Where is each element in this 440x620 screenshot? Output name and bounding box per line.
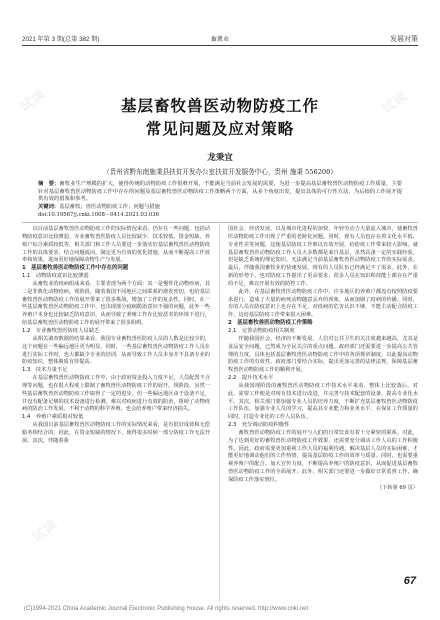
body-paragraph: 畜牧兽医动物防疫工作的展开与人们的日常饮食有着十分紧密的联系。对此，为了达到更好的畜牧兽医动物防疫工作效果，还需要充分调动工作人员的工作积极性。因此，政府需要更加重视工作人员的福利待遇，解决基层人员的实际困难，才能更好地调动他们的工作热情，提高基层防疫工作的效率与质量。同时，也需要重视养殖户的配合，加大宣传力度，不断提高养殖户的防疫意识，从而促进基层畜牧兽医动物防疫工作的全面展开。此外，相关部门还要进一步做好日常监督工作，确保防疫工作落实到位。	[228, 429, 418, 483]
body-paragraph: 以目前基层畜牧兽医动物防疫工作的实际情况来看，仍存在一些问题，包括动物防疫意识比较薄弱、专业畜牧兽医防疫人员比较缺少、技术较低、资金短缺、养殖户综合素质较低等，相关部门和工作人员要进一步落实好基层畜牧兽医动物防疫工作的具体要求，结合问题成因，制定更为有效的优化措施，从而不断提高工作效率和效果，进而更好地保障动物生产与发展。	[22, 226, 210, 264]
body-paragraph: 国社会、经济发展，以及城市化进程的加快，年轻劳动力大量流入城市，使畜牧兽医动物防疫工作出现了严重的老龄化问题。同时，现有人员也存在着文化水平低、专业性差等问题，这使基层防疫工作难以有效开展，给防疫工作带来较大影响。就基层畜牧兽医动物防疫工作人员大多数都是来自基层，虽然具备一定的实践经验，但是缺乏系统的理论知识，无法满足当前基层畜牧兽医动物防疫工作的实际需求。最后，伴随我国畜牧业的快速发展，现有的人员队伍已经满足不了需求。此外，在新的形势下，也对防疫工作提出了更高要求，很多人员在知识和技能上都存在严重的不足，难以开展有效的防控工作。	[228, 226, 418, 287]
article-title-line-1: 基层畜牧兽医动物防疫工作	[120, 97, 319, 115]
column-separator	[219, 222, 220, 602]
keywords-line	[38, 204, 402, 212]
abstract-block	[38, 181, 402, 204]
watermark: 试读	[17, 86, 49, 116]
keywords-label: 关键词：	[38, 204, 60, 210]
body-paragraph: 从畜牧业的疫病组成来看，主要表现为两个方面：其一是慢性化动物疾病，其二是非典化动物疫病。现阶段，随着我国不同地区之间联系的愈发密切，也给基层畜牧兽医动物防疫工作的展开带来了很多挑战，增加了工作的复杂性。同时，在一些基层畜牧兽医动物防疫工作中，也出现部分疫病防治意识不强的问题，此外一些养殖户本身也比较缺乏防疫意识，从而导致了养殖工作在比较恶劣的环境下进行，给基层畜牧兽医动物防疫工作的展开带来了很多阻碍。	[22, 280, 210, 327]
author-affiliation: （贵州省黔东南施秉县扶贫开发办公室扶贫开发服务中心，贵州 施秉 556200）	[103, 168, 337, 176]
keywords-text: 基层畜牧；兽医动物防疫工作；问题与措施	[59, 204, 160, 210]
watermark: 试读	[299, 426, 331, 456]
watermark: 试读	[29, 516, 61, 546]
body-left-column	[22, 226, 210, 446]
subsection-heading: 2.1 完善动物防疫相关制度	[228, 327, 295, 334]
body-paragraph: 伴随我国社会、经济的不断发展，人们对公共卫生的关注度越来越高，尤其是食品安全问题，已然成为全民关注的重点问题。政府部门还需要进一步提高公共管理的力度，具体包括基层畜牧兽医动物防疫工作中的各项规章制度，以此提高动物防疫工作的有效性。政府部门要结合实际，提出更加完善的法律法规，保障基层畜牧兽医动物防疫工作的顺利开展。	[228, 335, 418, 374]
subsection-heading: 1.3 技术力量不足	[22, 367, 68, 374]
subsection-heading: 1.1 动物防疫意识比较薄弱	[22, 273, 89, 280]
watermark: 试读	[119, 296, 151, 326]
body-paragraph: 从我国现阶段的畜牧兽医动物防疫工作技术水平来看，整体上比较落后。对此，需要工作便是对现有技术进行改进，并完善与技术配套的设备，提高专业化水平。其次，相关部门要加强专业人员的培养力度，不断扩充基层畜牧兽医动物防疫工作队伍，加强专业人员的学习，提高其专业能力和业务水平，在保证工作质量的同时，打造专业化的工作人员队伍。	[228, 382, 418, 421]
section-heading: 2 基层畜牧兽医动物防疫工作策略	[228, 320, 313, 327]
watermark: 试读	[379, 88, 411, 118]
body-right-column	[228, 226, 418, 493]
subsection-heading: 2.2 提升技术水平	[228, 375, 274, 382]
body-paragraph: 此外，在基层畜牧兽医动物防疫工作中，许多地区的养殖户都没有按照防疫要求进行，造成了大量的病死动物随意丢弃的现象，从而加剧了疫病的传播。同时，有的人员在防疫意识上也存在不足，对疫病的危害认识不够，不能主动配合防疫工作，这给基层防疫工作带来很大困难。	[228, 288, 418, 319]
subsection-heading: 1.4 养殖户素质相对较低	[22, 414, 84, 421]
body-paragraph: 从我国目前基层畜牧兽医动物防疫工作的实际情况来看，是有很好成效和无偿服务相结合的，因此，在资金短缺的情况下，使得很多时候一部分防疫工作无法开展。其次，伴随着我	[22, 422, 210, 444]
body-paragraph: 在基层畜牧兽医动物防疫工作中，由于政府资金投入力度不足，人员配置不合理等问题，也在很大程度上限制了畜牧兽医动物防疫工作的展开。现阶段，虽然一些基层畜牧兽医动物防疫工作取得了一定的进步，但一些偏远地区由于设备不足，并没有配备足够的技术设备进行检测，难以对疫病进行有效的防治，阻碍了动物疫病的防治工作发展，不利于动物的科学养殖，也会给养殖户带来经济损失。	[22, 375, 210, 413]
section-name: 畜禽业	[210, 36, 230, 43]
doi-line	[38, 212, 402, 220]
abstract-text: 畜牧业生产规模的扩大，使得传统的动物防疫工作很难开展，不能满足当前社会发展的需要。为进一步提高基层畜牧兽医动物防疫工作质量，主要针对基层畜牧兽医动物防疫工作中存在的问题及基层畜牧兽医动物防疫工作策略两个方面，从多个角度出发，提出具体的可行性方法，为后续的工作展开提供有效的借鉴和参考。	[38, 181, 402, 203]
abstract-label: 摘 要：	[38, 181, 60, 187]
body-paragraph: 从相关调查数据的结果来看，我国专业畜牧兽医防疫人员的人数是比较少的，这个问题在一些偏远地区更为明显。同时，一些基层畜牧兽医动物防疫工作人员在进行实际工作时，也大都缺少专业的培训，从而导致工作人员本身并不具备专业的防疫知识，整体素质有待提高。	[22, 335, 210, 366]
header-rule	[22, 45, 418, 46]
doi-text: doi:10.19567/j.cnki.1008－0414.2021.03.036	[38, 212, 160, 218]
abstract-rule	[22, 222, 418, 223]
continued-note: （下转第 69 页）	[376, 484, 418, 491]
subsection-heading: 1.2 专业畜牧兽医防疫人员缺乏	[22, 327, 100, 334]
copyright-footer: (C)1994-2021 China Academic Journal Electronic Publishing House. All rights reserved. http://www.cnki.net	[24, 606, 309, 612]
subsection-heading: 2.3 充分调动防疫积极性	[228, 422, 290, 429]
author-name: 龙秉宜	[207, 153, 233, 163]
page-number: 67	[403, 575, 416, 587]
column-name: 发展对策	[390, 36, 418, 43]
article-title-line-2: 常见问题及应对策略	[145, 120, 295, 138]
issue-info: 2021 年第 3 期(总第 382 期)	[22, 36, 100, 43]
section-heading: 1 基层畜牧兽医动物防疫工作中存在的问题	[22, 265, 129, 272]
